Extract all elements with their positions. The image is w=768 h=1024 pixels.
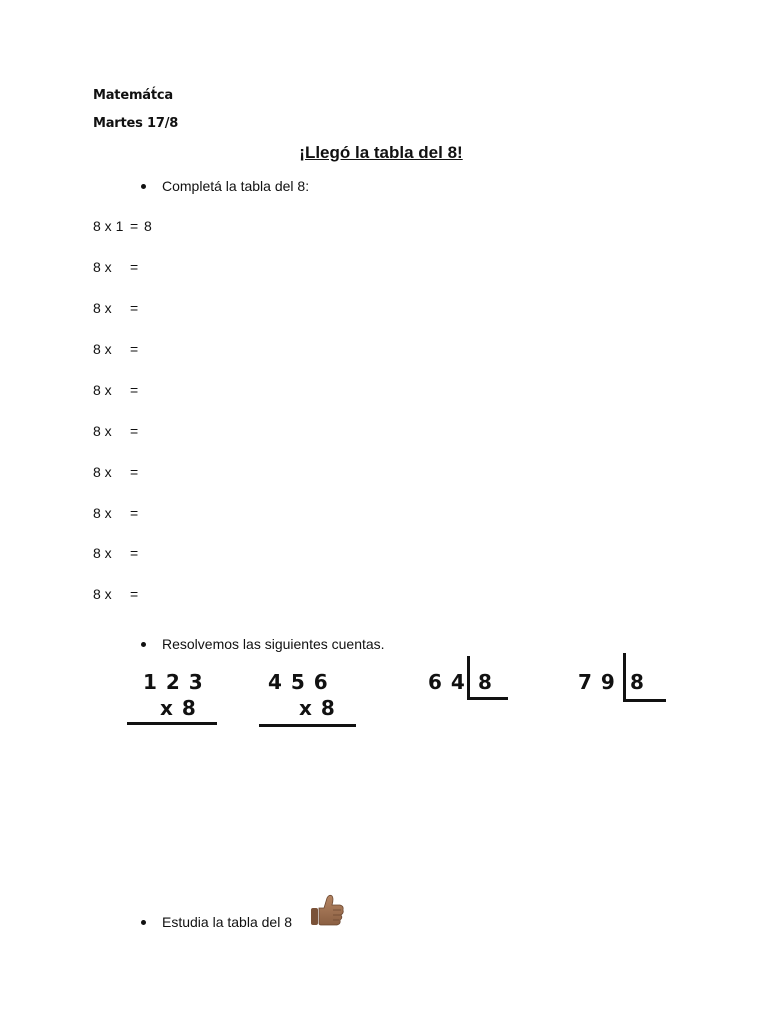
bullet-dot bbox=[141, 642, 146, 647]
row-equals: = bbox=[130, 423, 139, 439]
row-equals: = bbox=[130, 382, 139, 398]
bullet-solve-operations: Resolvemos las siguientes cuentas. bbox=[162, 636, 385, 652]
div2-dividend: 7 9 bbox=[578, 670, 615, 694]
row-expression: 8 x bbox=[93, 505, 112, 521]
div1-horizontal-bar bbox=[467, 697, 508, 700]
row-equals: = bbox=[130, 464, 139, 480]
subject-label: Matemát́ca bbox=[93, 88, 173, 103]
bullet-study-table: Estudia la tabla del 8 bbox=[162, 914, 292, 930]
thumbs-up-icon bbox=[309, 894, 345, 928]
row-expression: 8 x bbox=[93, 382, 112, 398]
row-expression: 8 x bbox=[93, 423, 112, 439]
row-expression: 8 x bbox=[93, 300, 112, 316]
div2-divisor: 8 bbox=[630, 670, 644, 694]
row-result: 8 bbox=[144, 218, 152, 234]
row-equals: = bbox=[130, 300, 139, 316]
mult2-top: 4 5 6 bbox=[268, 670, 328, 694]
row-expression: 8 x bbox=[93, 464, 112, 480]
row-equals: = bbox=[130, 341, 139, 357]
bullet-complete-table: Completá la tabla del 8: bbox=[162, 178, 310, 194]
div1-divisor: 8 bbox=[478, 670, 492, 694]
row-expression: 8 x bbox=[93, 586, 112, 602]
div1-vertical-bar bbox=[467, 656, 470, 700]
row-equals: = bbox=[130, 505, 139, 521]
div2-vertical-bar bbox=[623, 653, 626, 702]
div2-horizontal-bar bbox=[623, 699, 666, 702]
row-equals: = bbox=[130, 259, 139, 275]
bullet-dot bbox=[141, 184, 146, 189]
mult1-bottom: x 8 bbox=[160, 696, 196, 720]
row-expression: 8 x bbox=[93, 341, 112, 357]
mult2-bottom: x 8 bbox=[299, 696, 335, 720]
row-equals: = bbox=[130, 545, 139, 561]
mult1-underline bbox=[127, 722, 217, 725]
row-expression: 8 x 1 bbox=[93, 218, 124, 234]
row-equals: = bbox=[130, 586, 139, 602]
div1-dividend: 6 4 bbox=[428, 670, 465, 694]
date-label: Martes 17/8 bbox=[93, 116, 179, 131]
bullet-dot bbox=[141, 920, 146, 925]
mult1-top: 1 2 3 bbox=[143, 670, 203, 694]
mult2-underline bbox=[259, 724, 356, 727]
row-expression: 8 x bbox=[93, 545, 112, 561]
page-title: ¡Llegó la tabla del 8! bbox=[299, 143, 463, 162]
row-expression: 8 x bbox=[93, 259, 112, 275]
row-equals: = bbox=[130, 218, 139, 234]
